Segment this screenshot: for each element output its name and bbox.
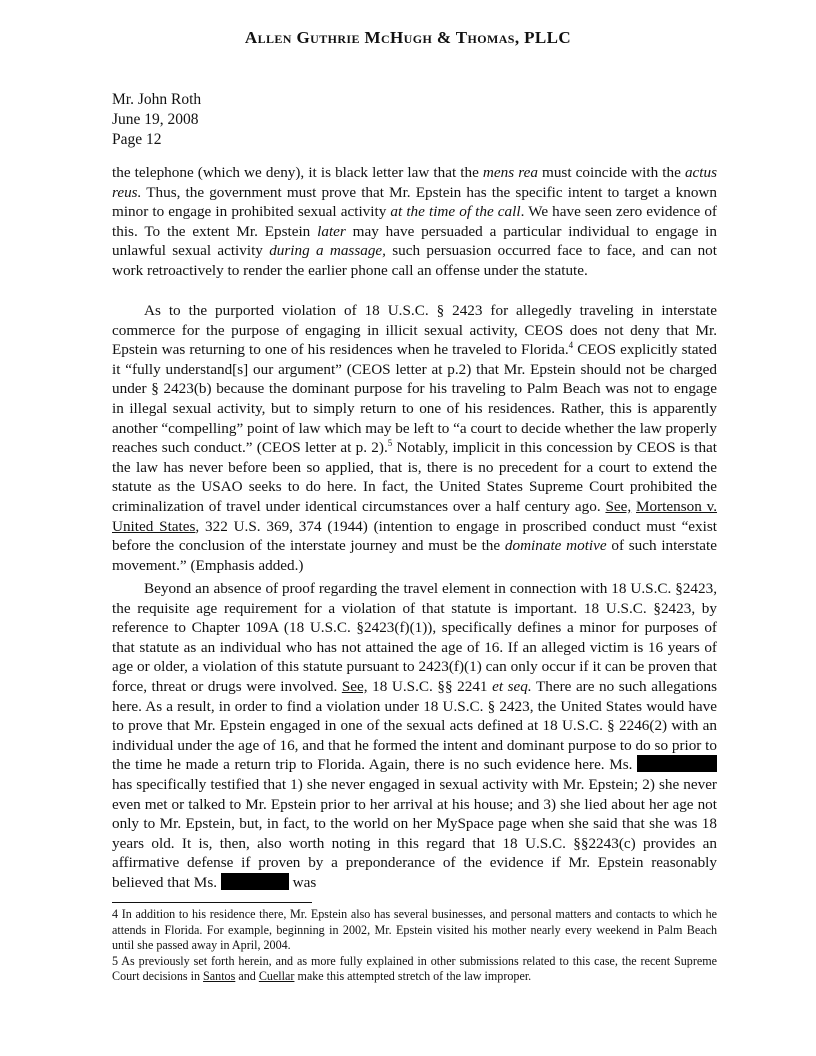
italic-run: et seq. [492, 677, 532, 695]
case-name-santos: Santos [203, 969, 236, 984]
paragraph-age-requirement [112, 579, 717, 893]
paragraph-3-text [112, 579, 717, 893]
letterhead-firm-name: Allen Guthrie McHugh & Thomas, PLLC [244, 28, 572, 47]
text-run: and [235, 969, 259, 984]
recipient-name: Mr. John Roth [112, 91, 202, 108]
footnotes [112, 907, 717, 985]
case-name-cuellar: Cuellar [258, 969, 295, 984]
page-number: Page 12 [112, 131, 162, 148]
paragraph-2-text [112, 301, 717, 575]
text-run: As to the purported violation of 18 U.S.C. § 2423 for allegedly traveling in interstate commerce for the purpose of engaging in illicit sexual activity, CEOS does not deny that Mr. Epstein was returning to one of his residences when he traveled to Florida. [112, 302, 717, 359]
underlined-run: See, [605, 497, 632, 515]
underlined-run: See, [341, 677, 368, 695]
text-run: may have persuaded a particular individual to engage in unlawful sexual activity [112, 222, 717, 260]
redaction-box [637, 755, 717, 772]
text-run: Beyond an absence of proof regarding the travel element in connection with 18 U.S.C. §2423, the requisite age requirement for a violation of that statute is important. 18 U.S.C. §2423, by reference to Chapter 109A (18 U.S.C. §2423(f)(1)), specifically defines a minor for purposes of that statute as an individual who has not attained the age of 16. If an alleged victim is 16 years of age or older, a violation of this statute pursuant to 2423(f)(1) can only occur if it can be proven that force, threat or drugs were involved. [112, 580, 717, 695]
italic-run: dominate motive [504, 537, 607, 555]
text-run: the telephone (which we deny), it is black letter law that the [112, 164, 483, 181]
text-run: 5 As previously set forth herein, and as more fully explained in other submissions related to this case, the recent Supreme Court decisions in [112, 953, 717, 984]
text-run: make this attempted stretch of the law improper. [294, 969, 532, 984]
redaction-box [221, 873, 289, 890]
letter-date: June 19, 2008 [112, 111, 199, 128]
paragraph-mens-rea [112, 163, 717, 281]
letter-header [112, 90, 201, 150]
text-run: . We have seen zero evidence of this. To the extent Mr. Epstein [112, 203, 717, 240]
paragraph-1-text [112, 163, 717, 281]
paragraph-interstate-travel [112, 301, 717, 575]
text-run: 18 U.S.C. §§ 2241 [367, 677, 493, 695]
footnote-divider [112, 902, 312, 903]
italic-run: actus reus. [112, 164, 717, 201]
italic-run: during a massage, [269, 242, 386, 260]
text-run: Notably, implicit in this concession by CEOS is that the law has never before been so applied, that is, there is no precedent for a court to extend the statute as the USAO seeks to do here. In fact, the United States Supreme Court prohibited the criminalization of travel under identical circumstances over a half century ago. [112, 439, 718, 515]
italic-run: mens rea [482, 164, 538, 181]
text-run: of such interstate movement.” (Emphasis added.) [112, 537, 717, 574]
text-run: such persuasion occurred face to face, and can not work retroactively to render the earlier phone call an offense under the statute. [112, 242, 717, 279]
text-run: Thus, the government must prove that Mr. Epstein has the specific intent to target a known minor to engage in prohibited sexual activity [112, 183, 717, 221]
text-run: was [288, 873, 317, 891]
italic-run: at the time of the call [390, 203, 521, 221]
footnote-5 [112, 954, 717, 985]
text-run: CEOS explicitly stated it “fully understand[s] our argument” (CEOS letter at p.2) that Mr. Epstein should not be charged under § 2423(b) because the dominant purpose for his traveling to Palm Beach was not to engage in illegal sexual activity, but to simply return to one of his residences. Rather, this is apparently another “compelling” point of law which may be left to “a court to decide whether the law properly reaches such conduct.” (CEOS letter at p. 2). [112, 341, 717, 457]
text-run: has specifically testified that 1) she never engaged in sexual activity with Mr. Epstein; 2) she never even met or talked to Mr. Epstein prior to her arrival at his house; and 3) she lied about her age not only to Mr. Epstein, but, in fact, to the world on her MySpace page when she said that she was 18 years old. It is, then, also worth noting in this regard that 18 U.S.C. §§2243(c) provides an affirmative defense if proven by a preponderance of the evidence if Mr. Epstein reasonably believed that Ms. [112, 775, 717, 891]
footnote-ref-4: 4 [568, 340, 574, 351]
text-run: There are no such allegations here. As a result, in order to find a violation under 18 U.S.C. § 2423, the United States would have to prove that Mr. Epstein engaged in one of the sexual acts defined at 18 U.S.C. § 2246(2) with an individual under the age of 16, and that he formed the intent and dominant purpose to do so prior to the time he made a return trip to Florida. Again, there is no such evidence here. Ms. [112, 677, 718, 774]
text-run: , 322 U.S. 369, 374 (1944) (intention to engage in proscribed conduct must “exist before the conclusion of the interstate journey and must be the [112, 517, 717, 555]
footnote-ref-5: 5 [387, 438, 393, 449]
case-citation: Mortenson v. United States [112, 497, 718, 535]
footnote-4: 4 In addition to his residence there, Mr. Epstein also has several businesses, and personal matters and contacts to which he attends in Florida. For example, beginning in 2002, Mr. Epstein visited his mother nearly every weekend in Palm Beach until she passed away in April, 2004. [112, 907, 717, 953]
text-run: must coincide with the [537, 164, 685, 181]
italic-run: later [317, 222, 346, 240]
